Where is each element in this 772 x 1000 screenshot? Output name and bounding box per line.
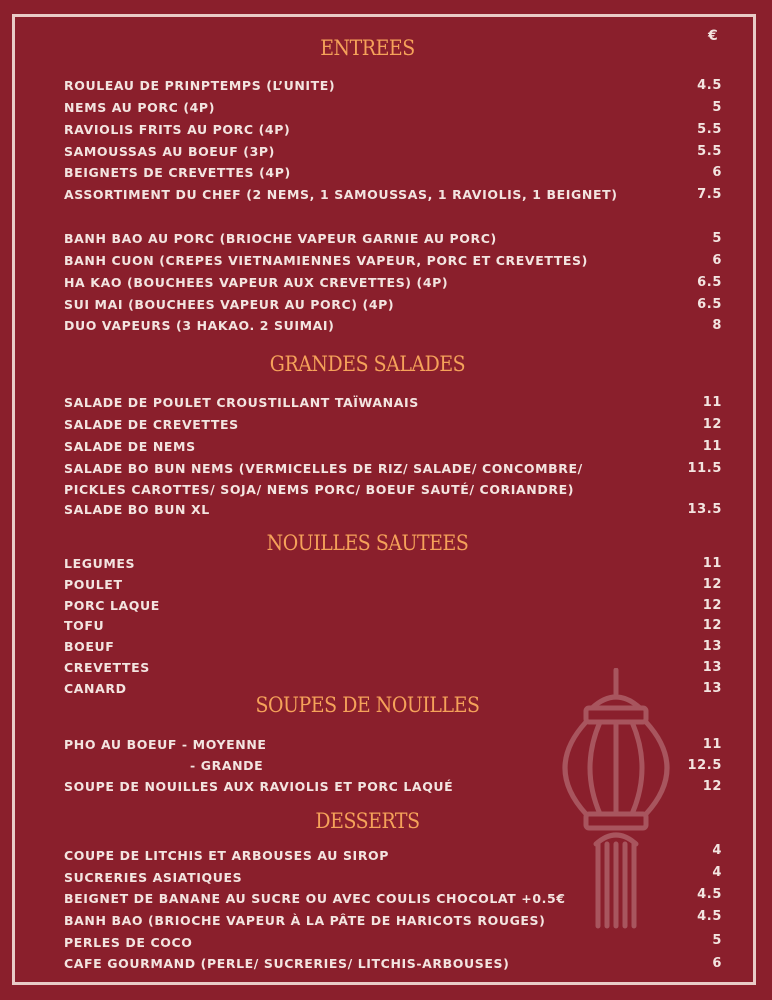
item-price: 6 (712, 165, 722, 180)
menu-item (64, 439, 722, 459)
item-price: 6 (712, 956, 722, 971)
menu-item (64, 297, 722, 317)
item-name: ROULEAU DE PRINPTEMPS (L’UNITE) (64, 78, 336, 93)
item-name: SUCRERIES ASIATIQUES (64, 870, 243, 885)
menu-item (64, 231, 722, 251)
currency-symbol: € (708, 28, 718, 44)
item-name: SAMOUSSAS AU BOEUF (3P) (64, 144, 275, 159)
menu-item (64, 275, 722, 295)
menu-item (64, 758, 722, 778)
item-price: 12 (702, 779, 722, 794)
item-name: PICKLES CAROTTES/ SOJA/ NEMS PORC/ BOEUF SAUTÉ/ CORIANDRE) (64, 482, 575, 497)
item-price: 7.5 (697, 187, 722, 202)
item-price: 12 (702, 577, 722, 592)
menu-item (64, 660, 722, 680)
menu-item (64, 100, 722, 120)
item-name: CANARD (64, 681, 127, 696)
menu-item (64, 502, 722, 522)
item-price: 13 (702, 660, 722, 675)
menu-item (64, 318, 722, 338)
item-price: 12.5 (687, 758, 722, 773)
item-name: SALADE DE CREVETTES (64, 417, 239, 432)
menu-item (64, 122, 722, 142)
item-name: ASSORTIMENT DU CHEF (2 NEMS, 1 SAMOUSSAS, 1 RAVIOLIS, 1 BEIGNET) (64, 187, 618, 202)
item-name: - GRANDE (190, 758, 264, 773)
item-name: SALADE DE POULET CROUSTILLANT TAÏWANAIS (64, 395, 419, 410)
item-price: 5 (712, 231, 722, 246)
item-name: SALADE BO BUN NEMS (VERMICELLES DE RIZ/ SALADE/ CONCOMBRE/ (64, 461, 583, 476)
menu-item (64, 865, 722, 890)
item-name: POULET (64, 577, 123, 592)
item-price: 13 (702, 639, 722, 654)
item-price: 6.5 (697, 297, 722, 312)
item-price: 6 (712, 253, 722, 268)
item-name: BEIGNETS DE CREVETTES (4P) (64, 165, 291, 180)
item-name: SOUPE DE NOUILLES AUX RAVIOLIS ET PORC LAQUÉ (64, 779, 454, 794)
menu-item (64, 843, 722, 868)
item-price: 13 (702, 681, 722, 696)
menu-item (64, 935, 722, 955)
item-price: 4.5 (697, 909, 722, 924)
item-price: 11 (702, 439, 722, 454)
menu-item (64, 887, 722, 911)
section-heading-entrees: ENTREES (320, 36, 415, 60)
item-name: CAFE GOURMAND (PERLE/ SUCRERIES/ LITCHIS-ARBOUSES) (64, 956, 510, 971)
item-name: BANH BAO (BRIOCHE VAPEUR À LA PÂTE DE HARICOTS ROUGES) (64, 913, 546, 928)
item-price: 12 (702, 417, 722, 432)
item-name: SUI MAI (BOUCHEES VAPEUR AU PORC) (4P) (64, 297, 395, 312)
item-name: LEGUMES (64, 556, 136, 571)
item-name: DUO VAPEURS (3 HAKAO. 2 SUIMAI) (64, 318, 335, 333)
item-price: 11 (702, 395, 722, 410)
item-price: 12 (702, 618, 722, 633)
item-name: PERLES DE COCO (64, 935, 193, 950)
menu-item (64, 187, 722, 207)
section-heading-soupes-de-nouilles: SOUPES DE NOUILLES (255, 693, 480, 717)
menu-item (64, 737, 722, 757)
menu-item (64, 482, 722, 502)
item-price: 5.5 (697, 144, 722, 159)
item-name: NEMS AU PORC (4P) (64, 100, 216, 115)
section-heading-nouilles-sautees: NOUILLES SAUTEES (266, 531, 469, 555)
menu-item (64, 144, 722, 164)
menu-item (64, 395, 722, 415)
menu-item (64, 956, 722, 976)
item-name: HA KAO (BOUCHEES VAPEUR AUX CREVETTES) (4P) (64, 275, 449, 290)
menu-item (64, 253, 722, 273)
item-price: 11.5 (687, 461, 722, 476)
menu-item (64, 78, 722, 98)
menu-item (64, 556, 722, 576)
item-price: 11 (702, 737, 722, 752)
item-price: 5.5 (697, 122, 722, 137)
menu-item (64, 618, 722, 638)
item-name: CREVETTES (64, 660, 150, 675)
item-name: PORC LAQUE (64, 598, 160, 613)
item-name: BANH CUON (CREPES VIETNAMIENNES VAPEUR, PORC ET CREVETTES) (64, 253, 588, 268)
menu-item (64, 165, 722, 185)
item-price: 4.5 (697, 887, 722, 902)
section-heading-desserts: DESSERTS (315, 809, 420, 833)
menu-item (64, 779, 722, 799)
item-price: 5 (712, 100, 722, 115)
item-name: RAVIOLIS FRITS AU PORC (4P) (64, 122, 291, 137)
item-name: BANH BAO AU PORC (BRIOCHE VAPEUR GARNIE AU PORC) (64, 231, 497, 246)
item-name: TOFU (64, 618, 105, 633)
item-name: BOEUF (64, 639, 115, 654)
item-price: 5 (712, 933, 722, 948)
item-price: 4.5 (697, 78, 722, 93)
item-name: SALADE DE NEMS (64, 439, 196, 454)
item-price: 8 (712, 318, 722, 333)
item-price: 6.5 (697, 275, 722, 290)
item-price: 4 (712, 843, 722, 858)
menu-item (64, 577, 722, 597)
section-heading-grandes-salades: GRANDES SALADES (269, 352, 466, 376)
item-price: 11 (702, 556, 722, 571)
item-price: 4 (712, 865, 722, 880)
item-name: COUPE DE LITCHIS ET ARBOUSES AU SIROP (64, 848, 390, 863)
menu-item (64, 909, 722, 933)
item-price: 12 (702, 598, 722, 613)
item-name: PHO AU BOEUF - MOYENNE (64, 737, 267, 752)
menu-item (64, 639, 722, 659)
item-name: SALADE BO BUN XL (64, 502, 210, 517)
item-name: BEIGNET DE BANANE AU SUCRE OU AVEC COULIS CHOCOLAT +0.5€ (64, 891, 566, 906)
item-price: 13.5 (687, 502, 722, 517)
menu-item (64, 598, 722, 618)
menu-item (64, 417, 722, 437)
menu-item (64, 461, 722, 481)
